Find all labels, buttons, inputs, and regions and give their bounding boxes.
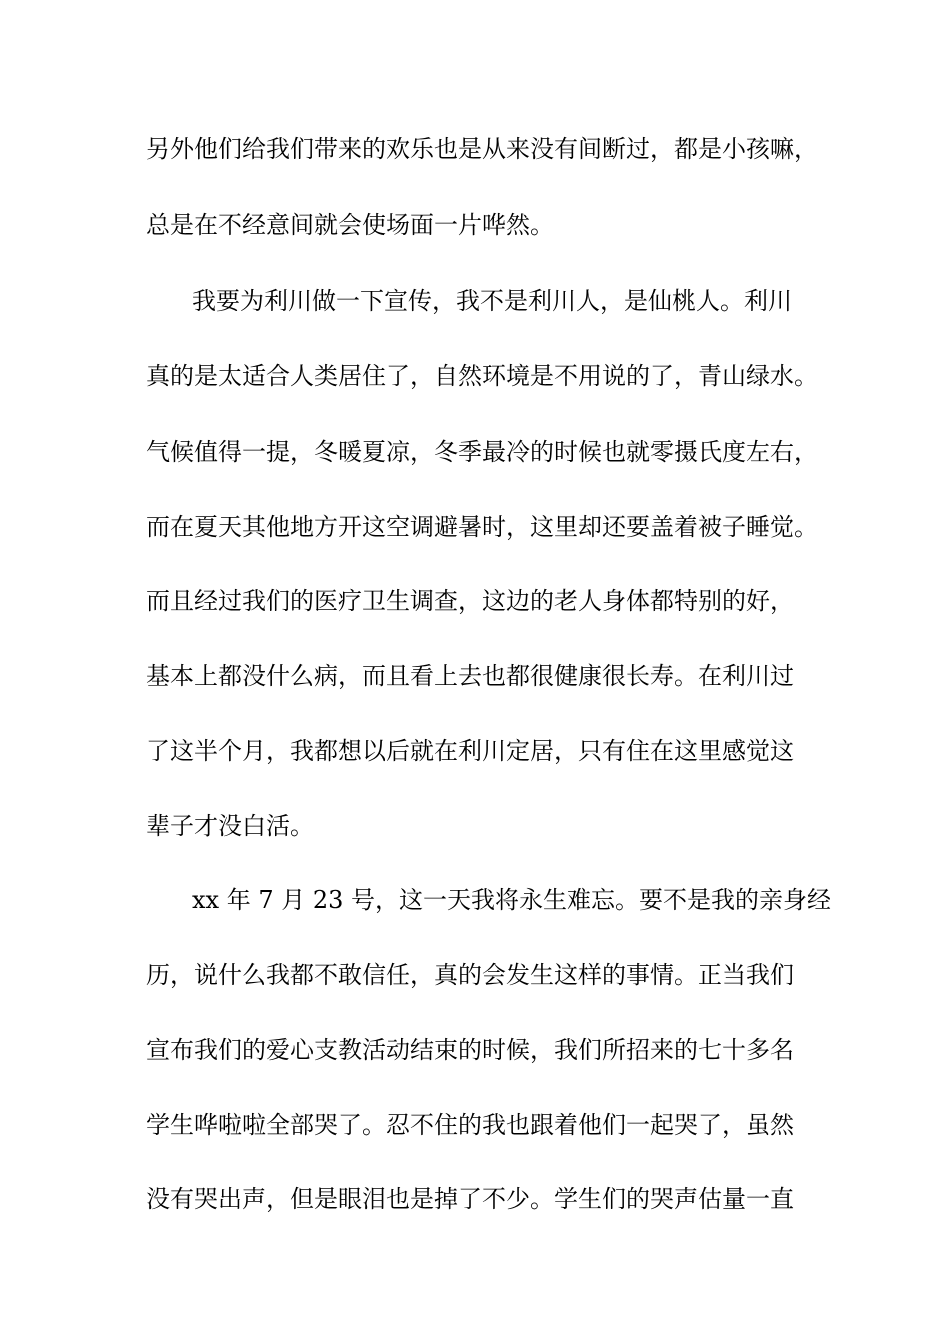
text-line: 另外他们给我们带来的欢乐也是从来没有间断过，都是小孩嘛， (146, 135, 818, 163)
paragraph-first-line: xx 年 7 月 23 号，这一天我将永生难忘。要不是我的亲身经 (192, 886, 832, 914)
text-line: 辈子才没白活。 (146, 812, 314, 840)
text-line: 气候值得一提，冬暖夏凉，冬季最冷的时候也就零摄氏度左右， (146, 438, 818, 466)
text-line: 学生哗啦啦全部哭了。忍不住的我也跟着他们一起哭了，虽然 (146, 1111, 794, 1139)
text-line: 了这半个月，我都想以后就在利川定居，只有住在这里感觉这 (146, 737, 794, 765)
text-line: 基本上都没什么病，而且看上去也都很健康很长寿。在利川过 (146, 662, 794, 690)
paragraph-first-line: 我要为利川做一下宣传，我不是利川人，是仙桃人。利川 (192, 287, 792, 315)
text-line: 历，说什么我都不敢信任，真的会发生这样的事情。正当我们 (146, 961, 794, 989)
text-line: 而在夏天其他地方开这空调避暑时，这里却还要盖着被子睡觉。 (146, 513, 818, 541)
text-line: 没有哭出声，但是眼泪也是掉了不少。学生们的哭声估量一直 (146, 1185, 794, 1213)
text-line: 真的是太适合人类居住了，自然环境是不用说的了，青山绿水。 (146, 362, 818, 390)
text-line: 总是在不经意间就会使场面一片哗然。 (146, 211, 554, 239)
text-line: 而且经过我们的医疗卫生调查，这边的老人身体都特别的好， (146, 587, 794, 615)
text-line: 宣布我们的爱心支教活动结束的时候，我们所招来的七十多名 (146, 1036, 794, 1064)
